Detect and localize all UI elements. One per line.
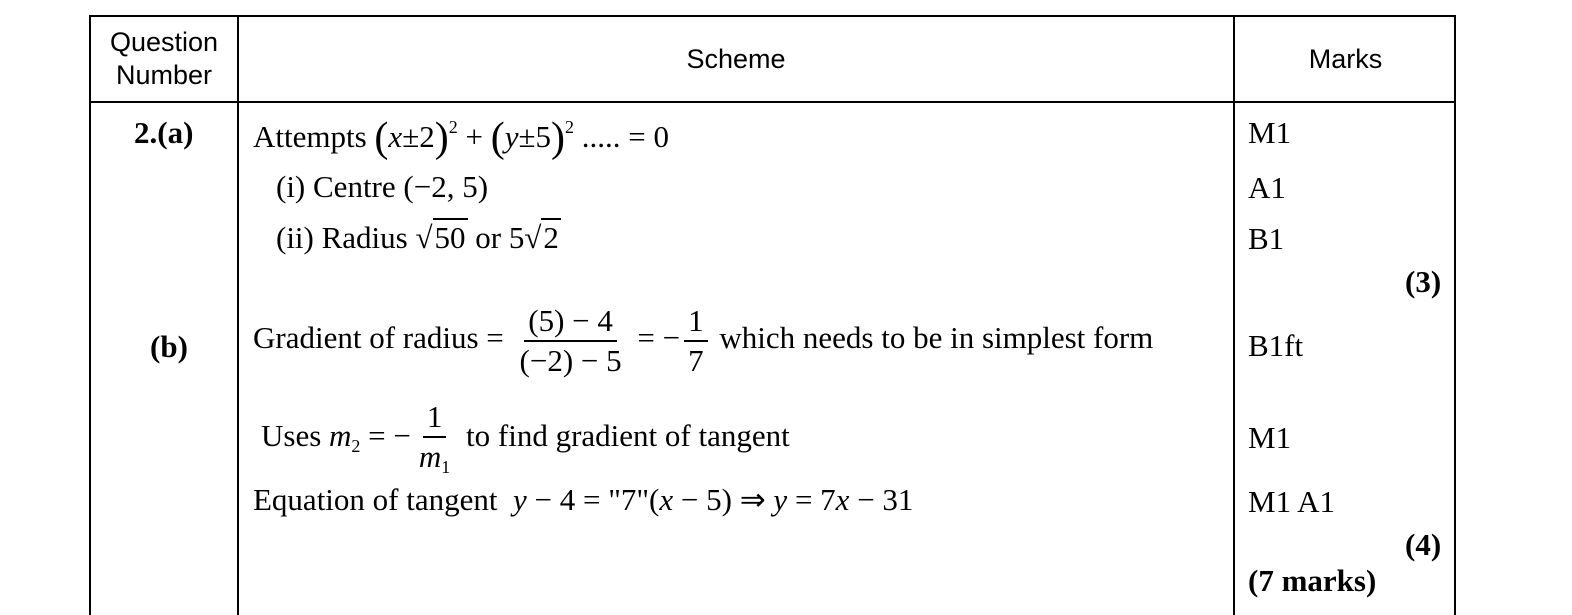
scheme-centre-line xyxy=(276,171,488,202)
radius-5sqrt2: 5√2 xyxy=(508,220,559,255)
radius-label: (ii) Radius xyxy=(276,220,408,255)
header-divider xyxy=(91,101,1454,103)
question-2b-label: (b) xyxy=(150,329,188,364)
header-marks: Marks xyxy=(1308,43,1383,74)
question-2a-label: 2.(a) xyxy=(134,115,194,150)
tangent-label: Equation of tangent xyxy=(253,482,498,517)
tangent-equation: y − 4 = "7"(x − 5) ⇒ y = 7x − 31 xyxy=(513,482,914,517)
scheme-attempts-line xyxy=(253,117,669,159)
column-divider-1 xyxy=(237,17,239,615)
mark-m1a1-b: M1 A1 xyxy=(1248,484,1335,519)
mark-m1-a: M1 xyxy=(1248,115,1292,150)
radius-or: or xyxy=(475,220,502,255)
column-divider-2 xyxy=(1233,17,1235,615)
gradient-label: Gradient of radius = xyxy=(253,320,504,356)
scheme-gradient-line: Gradient of radius = $\frac{(5) - 4}{(-2) - 5}$ = − $\frac{1}{7}$ which needs to be in simplest form xyxy=(253,303,1154,379)
mark-b1ft-b: B1ft xyxy=(1248,328,1304,363)
scheme-uses-line: Uses $m_2$ = − $\frac{1}{m_1}$ to find gradient of tangent xyxy=(261,399,790,478)
mark-total-b: (4) xyxy=(1405,527,1442,562)
gradient-fraction: $\frac{(5) - 4}{(-2) - 5}$ xyxy=(519,303,622,379)
centre-label: (i) Centre xyxy=(276,169,396,204)
mark-m1-b: M1 xyxy=(1248,420,1292,455)
attempts-label: Attempts xyxy=(253,119,367,154)
uses-note: to find gradient of tangent xyxy=(466,418,790,454)
header-question-number: Question Number xyxy=(109,27,219,90)
mark-total-a: (3) xyxy=(1405,264,1442,299)
mark-a1-a: A1 xyxy=(1248,170,1286,205)
mark-total-all: (7 marks) xyxy=(1248,563,1377,598)
completed-square-expression: $(x\pm 2)^2 + (y\pm 5)^2$ ..... = 0 xyxy=(374,115,669,161)
uses-label: Uses xyxy=(261,418,322,454)
centre-value: (−2, 5) xyxy=(403,169,489,204)
negative-reciprocal-fraction: $\frac{1}{m_1}$ xyxy=(418,399,451,478)
gradient-note: which needs to be in simplest form xyxy=(719,320,1154,356)
radius-sqrt50: √50 xyxy=(415,220,466,255)
scheme-radius-line xyxy=(276,222,561,253)
mark-b1-a: B1 xyxy=(1248,221,1285,256)
header-scheme: Scheme xyxy=(686,43,786,74)
gradient-value-fraction: $\frac{1}{7}$ xyxy=(684,304,708,378)
scheme-tangent-line xyxy=(253,484,913,515)
